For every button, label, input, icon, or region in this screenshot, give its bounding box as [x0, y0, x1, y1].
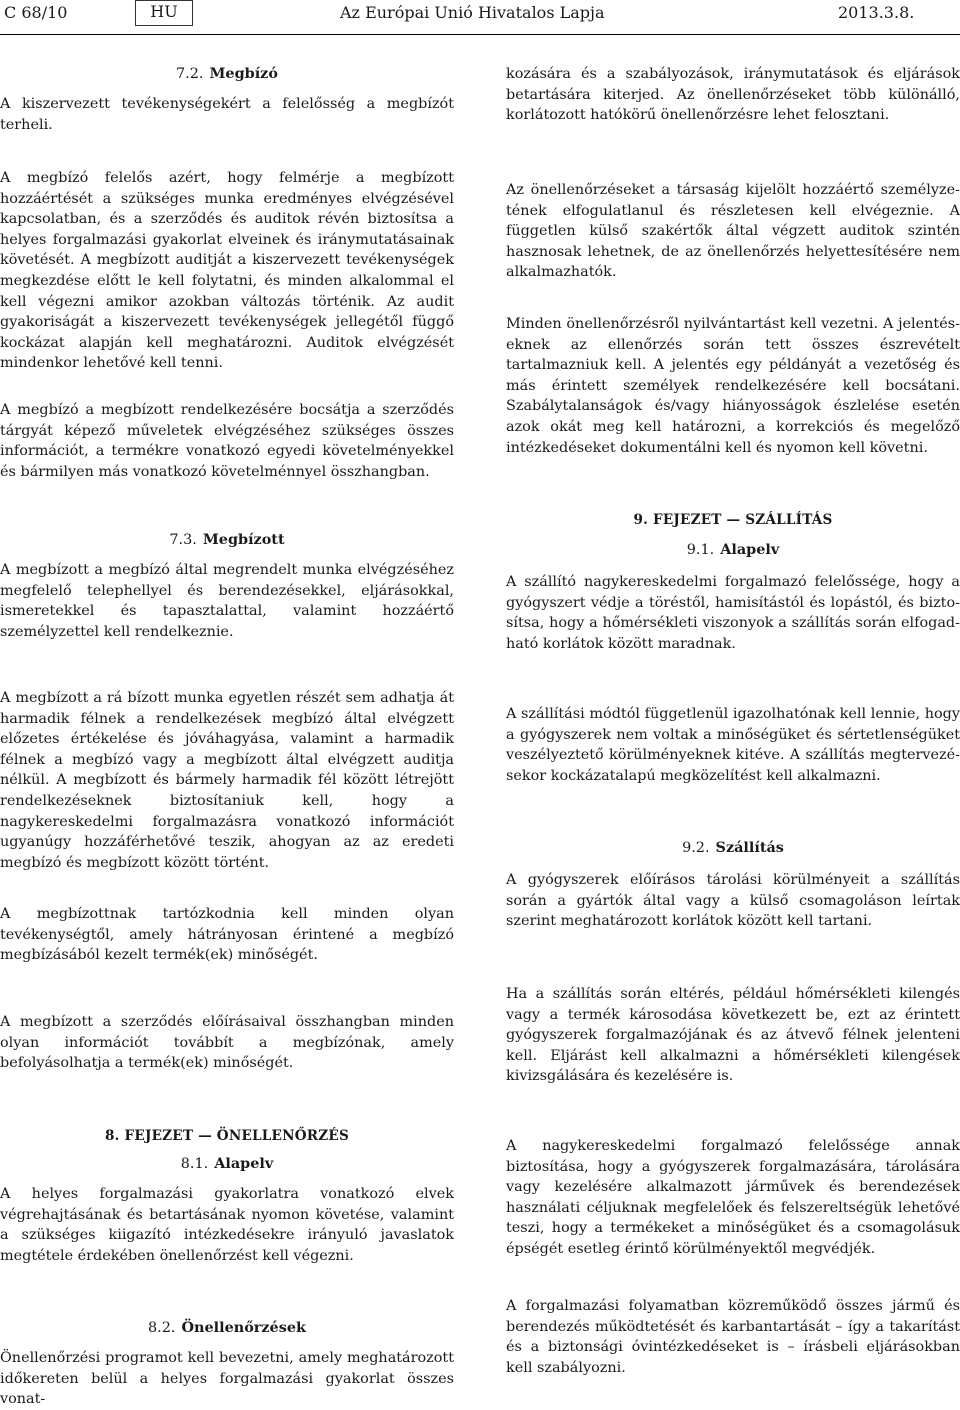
paragraph: A nagykereskedelmi forgalmazó felelőssége annak biztosítása, hogy a gyógyszerek forgalmazására, tárolására vagy kezelésére alkalmazott járművek és berendezések használati céljuknak megfelelőek és felszereltségük lehetővé teszi, hogy a termékeket a minőségüket és a csomagolásuk épségét esetleg érintő körülményektől megvédjék.: [506, 1138, 960, 1257]
paragraph: A megbízottnak tartózkodnia kell minden olyan tevékenységtől, amely hátrányosan érintené a megbízó megbízásából kezelt termék(ek) minőségét.: [0, 906, 454, 964]
paragraph: Az önellenőrzéseket a társaság kijelölt hozzáértő személyzetének elfogulatlanul és részletesen kell elvégeznie. A független külső szakértők által végzett auditok szintén hasznosak lehetnek, de az önellenőrzés helyettesítésére nem alkalmazhatók.: [506, 182, 960, 281]
section-7-3-heading: 7.3. Megbízott: [169, 531, 285, 548]
paragraph: A forgalmazási folyamatban közreműködő összes jármű és berendezés működtetését és karbantartását – így a takarítást és a biztonsági óvintézkedéseket is – írásbeli eljárásokban kell szabályozni.: [506, 1298, 960, 1376]
chapter-8-heading: 8. FEJEZET — ÖNELLENŐRZÉS: [105, 1128, 349, 1144]
section-8-2-heading: 8.2. Önellenőrzések: [148, 1319, 306, 1336]
section-8-1-heading: 8.1. Alapelv: [180, 1155, 274, 1172]
paragraph: A megbízó a megbízott rendelkezésére bocsátja a szerződés tárgyát képező műveletek elvégzéséhez szükséges összes információt, a termékre vonatkozó egyedi követelményekkel és bármilyen más vonatkozó követelménnyel összhangban.: [0, 402, 454, 480]
paragraph: A megbízott a szerződés előírásaival összhangban minden olyan információt továbbít a megbízónak, amely befolyásolhatja a termék(ek) minőségét.: [0, 1014, 454, 1072]
paragraph: Ha a szállítás során eltérés, például hőmérsékleti kilengés vagy a termék károsodása következett be, ezt az érintett gyógyszerek forgalmazójának és az átvevő félnek jelenteni kell. Eljárást kell alkalmazni a hőmérsékleti kilengések kivizsgálására és kezelésére is.: [506, 986, 960, 1085]
section-9-1-heading: 9.1. Alapelv: [686, 541, 780, 558]
paragraph: A megbízott a megbízó által megrendelt munka elvégzéséhez megfelelő telephellyel és berendezésekkel, eljárásokkal, ismeretekkel és tapasztalattal, valamint hozzáértő személyzettel kell rendelkeznie.: [0, 562, 454, 640]
chapter-9-heading: 9. FEJEZET — SZÁLLÍTÁS: [633, 512, 833, 528]
page-header: [0, 0, 960, 30]
header-rule: [0, 34, 960, 35]
journal-title: Az Európai Unió Hivatalos Lapja: [340, 3, 605, 22]
section-7-2-heading: 7.2. Megbízó: [176, 65, 278, 82]
section-9-2-heading: 9.2. Szállítás: [682, 839, 784, 856]
paragraph: A megbízó felelős azért, hogy felmérje a megbízott hozzáértését a szükséges munka eredményes elvégzésével kapcsolatban, és a szerződés és auditok révén biztosítsa a helyes forgalmazási gyakorlat elveinek és iránymutatásainak követését. A megbízott auditját a kiszervezett tevékenységek megkezdése előtt le kell folytatni, és minden alkalommal el kell végezni amikor azokban változás történik. Az audit gyakoriságát a kiszervezett tevékenységek jellegétől függő kockázat alapján kell meghatározni. Auditok elvégzését mindenkor lehetővé kell tenni.: [0, 170, 454, 372]
paragraph: Önellenőrzési programot kell bevezetni, amely meghatározott időkereten belül a helyes forgalmazási gyakorlat összes vonat-: [0, 1350, 454, 1408]
paragraph: kozására és a szabályozások, iránymutatások és eljárások betartására kiterjed. Az önellenőrzéseket több különálló, korlátozott hatókörű önellenőrzésre lehet felosztani.: [506, 66, 960, 124]
paragraph: A kiszervezett tevékenységekért a felelősség a megbízót terheli.: [0, 96, 454, 133]
paragraph: A megbízott a rá bízott munka egyetlen részét sem adhatja át harmadik félnek a rendelkezések megbízó által elvégzett előzetes értékelése és jóváhagyása, valamint a harmadik félnek a megbízó vagy a megbízott által elvégzett auditja nélkül. A megbízott és bármely harmadik fél között létrejött rendelkezéseknek biztosítaniuk kell, hogy a nagykereskedelmi forgalmazásra vonatkozó információt ugyanúgy hozzáférhetővé teszik, ahogyan az az eredeti megbízó és megbízott között történt.: [0, 690, 454, 871]
paragraph: A szállító nagykereskedelmi forgalmazó felelőssége, hogy a gyógyszert védje a töréstől, hamisítástól és lopástól, és biztosítsa, hogy a hőmérsékleti viszonyok a szállítás során elfogadható korlátok között maradnak.: [506, 574, 960, 652]
paragraph: A helyes forgalmazási gyakorlatra vonatkozó elvek végrehajtásának és betartásának nyomon követése, valamint a szükséges kiigazító intézkedésekre irányuló javaslatok megtétele érdekében önellenőrzést kell végezni.: [0, 1186, 454, 1264]
paragraph: Minden önellenőrzésről nyilvántartást kell vezetni. A jelentéseknek az ellenőrzés során tett összes észrevételt tartalmazniuk kell. A jelentés egy példányát a vezetőség és más érintett személyek rendelkezésére kell bocsátani. Szabálytalanságok és/vagy hiányosságok észlelése esetén azok okát meg kell határozni, a korrekciós és megelőző intézkedéseket dokumentálni kell és nyomon kell követni.: [506, 316, 960, 456]
page-number: C 68/10: [4, 3, 68, 22]
paragraph: A szállítási módtól függetlenül igazolhatónak kell lennie, hogy a gyógyszerek nem voltak a minőségüket és sértetlenségüket veszélyeztető körülményeknek kitéve. A szállítás megtervezésekor kockázatalapú megközelítést kell alkalmazni.: [506, 706, 960, 784]
publication-date: 2013.3.8.: [838, 3, 915, 22]
paragraph: A gyógyszerek előírásos tárolási körülményeit a szállítás során a gyártók által vagy a külső csomagoláson leírtak szerint meghatározott korlátok között kell tartani.: [506, 872, 960, 930]
language-badge: HU: [135, 0, 193, 26]
